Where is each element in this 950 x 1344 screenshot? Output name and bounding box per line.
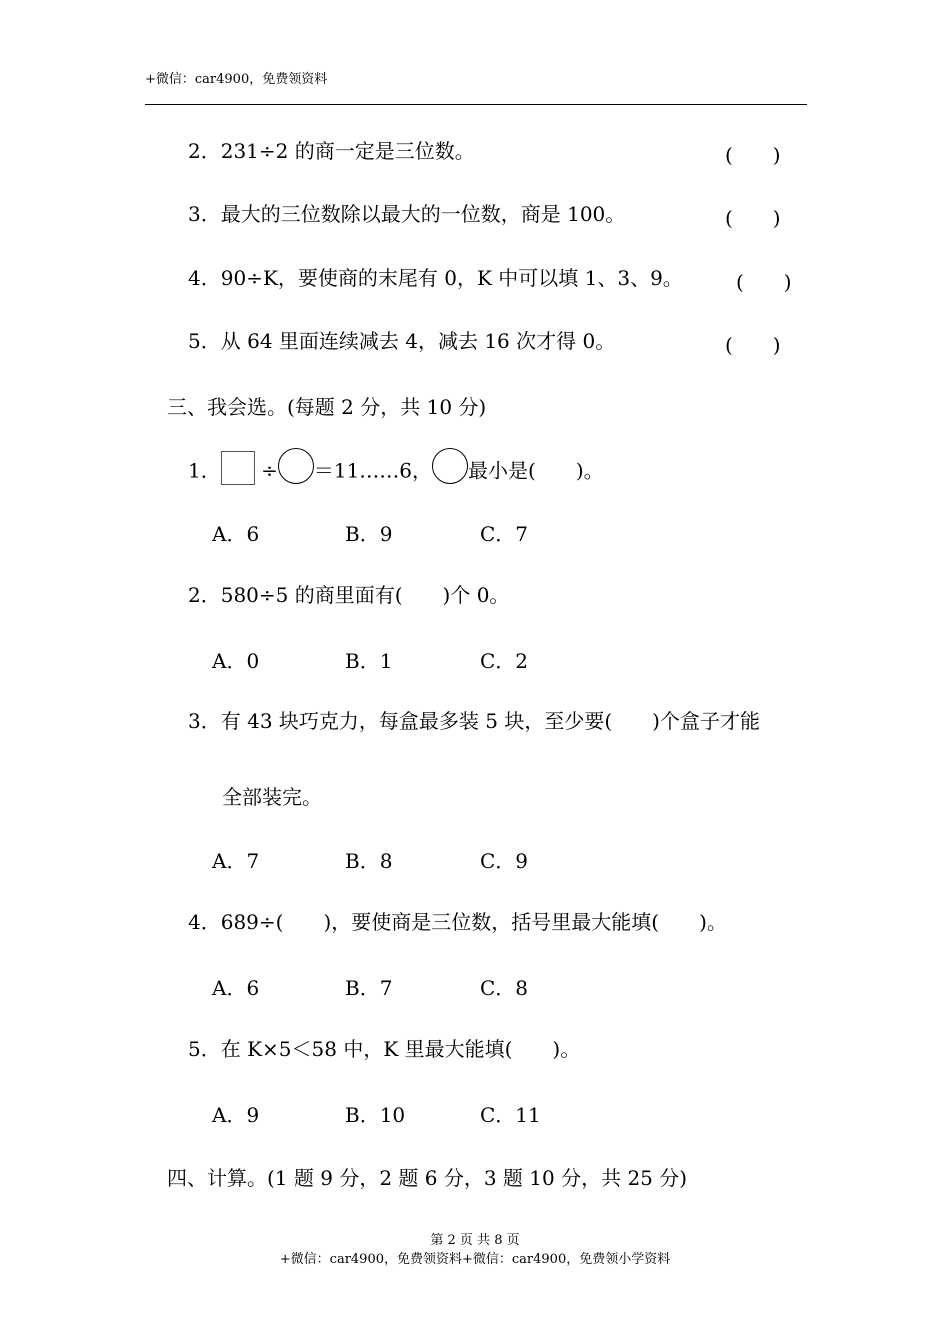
question-number: 3．: [188, 709, 221, 733]
answer-paren: ( ): [725, 143, 781, 167]
header-rule: [145, 104, 807, 105]
option-a: A．0: [212, 649, 260, 673]
question-continuation: 全部装完。: [222, 785, 322, 809]
footer-note: +微信：car4900，免费领资料+微信：car4900，免费领小学资料: [279, 1252, 671, 1267]
question-number: 2．: [188, 139, 221, 163]
option-a: A．7: [212, 849, 260, 873]
section-4-title: 四、计算。(1 题 9 分，2 题 6 分，3 题 10 分，共 25 分): [167, 1166, 688, 1190]
option-b: B．1: [345, 649, 393, 673]
question-number: 3．: [188, 202, 221, 226]
question-text: 从 64 里面连续减去 4，减去 16 次才得 0。: [220, 329, 616, 353]
question-text: 90÷K，要使商的末尾有 0，K 中可以填 1、3、9。: [220, 266, 683, 290]
question-number: 1．: [188, 458, 221, 483]
choice-question-5: [188, 1035, 580, 1063]
question-number: 2．: [188, 583, 221, 607]
answer-paren: ( ): [725, 206, 781, 230]
option-c: C．9: [480, 849, 529, 873]
answer-paren: ( ): [725, 333, 781, 357]
judge-question-4: [188, 264, 683, 292]
option-a: A．6: [212, 976, 260, 1000]
judge-question-3: [188, 200, 625, 228]
option-c: C．11: [480, 1103, 541, 1127]
question-text: 689÷( )，要使商是三位数，括号里最大能填( )。: [220, 910, 727, 934]
question-text: 有 43 块巧克力，每盒最多装 5 块，至少要( )个盒子才能: [220, 709, 760, 733]
answer-paren: ( ): [736, 270, 792, 294]
judge-question-2: [188, 137, 475, 165]
page-number: 第 2 页 共 8 页: [430, 1233, 520, 1248]
question-text: 在 K×5＜58 中，K 里最大能填( )。: [220, 1037, 581, 1061]
option-a: A．9: [212, 1103, 260, 1127]
judge-question-5: [188, 327, 615, 355]
option-c: C．8: [480, 976, 529, 1000]
question-number: 4．: [188, 266, 221, 290]
option-b: B．7: [345, 976, 393, 1000]
choice-question-2: [188, 581, 509, 609]
option-c: C．2: [480, 649, 529, 673]
question-number: 5．: [188, 1037, 221, 1061]
option-b: B．10: [345, 1103, 406, 1127]
question-text: 231÷2 的商一定是三位数。: [220, 139, 475, 163]
circle-icon: [432, 448, 468, 484]
divide-sign: ÷: [261, 458, 278, 483]
option-b: B．9: [345, 522, 393, 546]
square-box-icon: [221, 451, 255, 485]
question-text: 580÷5 的商里面有( )个 0。: [220, 583, 510, 607]
question-text: 最小是( )。: [468, 458, 604, 483]
question-text: 最大的三位数除以最大的一位数，商是 100。: [220, 202, 626, 226]
option-c: C．7: [480, 522, 529, 546]
option-b: B．8: [345, 849, 393, 873]
question-number: 5．: [188, 329, 221, 353]
header-note: +微信：car4900，免费领资料: [145, 72, 328, 87]
question-number: 4．: [188, 910, 221, 934]
equation-text: ＝11……6，: [313, 458, 433, 483]
choice-question-4: [188, 908, 727, 936]
choice-question-1: [188, 454, 604, 490]
option-a: A．6: [212, 522, 260, 546]
section-3-title: 三、我会选。(每题 2 分，共 10 分): [167, 395, 487, 419]
choice-question-3: [188, 707, 760, 735]
circle-icon: [278, 448, 314, 484]
